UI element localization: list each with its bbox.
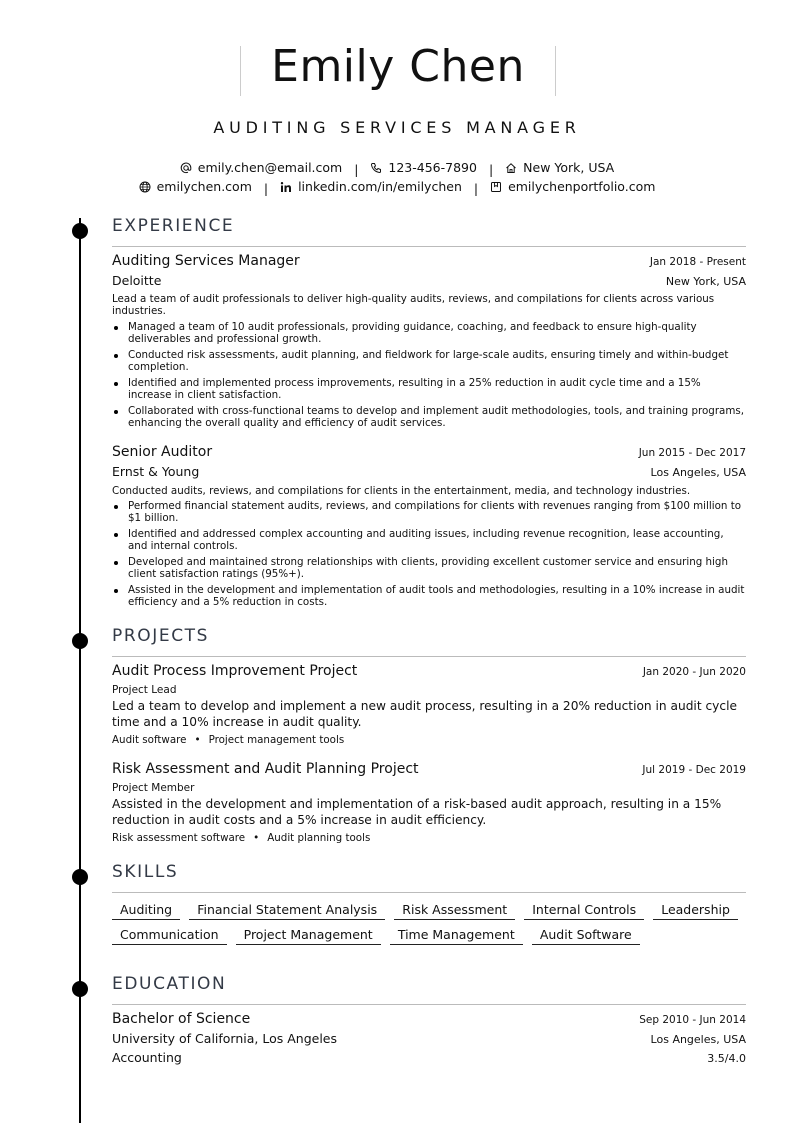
tool-tag: Audit planning tools (267, 832, 371, 844)
job-header (112, 444, 746, 460)
linkedin-text: linkedin.com/in/emilychen (298, 179, 462, 194)
school-location: Los Angeles, USA (650, 1033, 746, 1046)
list-item: Assisted in the development and implementation of audit tools and methodologies, resulting in a 10% increase in audit efficiency and a 5% reduction in costs. (112, 584, 746, 608)
job-dates: Jun 2015 - Dec 2017 (638, 447, 746, 459)
contact-row-2 (0, 179, 794, 196)
home-icon (505, 162, 517, 174)
tool-tag: Risk assessment software (112, 832, 246, 844)
field-of-study: Accounting (112, 1050, 182, 1065)
contact-separator: | (473, 180, 479, 196)
skill-tag: Project Management (236, 927, 381, 945)
linkedin-contact[interactable] (280, 179, 462, 194)
project-header (112, 761, 746, 777)
skill-tag: Time Management (390, 927, 523, 945)
job-location: New York, USA (665, 275, 746, 288)
list-item: Identified and addressed complex accounting and auditing issues, including revenue recognition, lease accounting, and internal controls. (112, 528, 746, 552)
contact-separator: | (354, 161, 359, 177)
skill-tag: Leadership (653, 902, 738, 920)
website-contact[interactable] (139, 179, 252, 194)
skill-tag: Communication (112, 927, 227, 945)
job-dates: Jan 2018 - Present (649, 256, 746, 268)
timeline-dot-skills (72, 869, 88, 885)
education-heading: EDUCATION (112, 974, 227, 994)
job-header (112, 253, 746, 269)
list-item: Managed a team of 10 audit professionals, providing guidance, coaching, and feedback to ensure high-quality deliverables and professional growth. (112, 321, 746, 345)
portfolio-icon (490, 181, 502, 193)
linkedin-icon (280, 181, 292, 193)
job-summary: Lead a team of audit professionals to deliver high-quality audits, reviews, and compilations for clients across various industries. (112, 293, 715, 317)
tool-separator: • (253, 832, 260, 844)
portfolio-text: emilychenportfolio.com (508, 179, 656, 194)
list-item: Collaborated with cross-functional teams to develop and implement audit methodologies, tools, and training programs, enhancing the overall quality and efficiency of audit services. (112, 405, 746, 429)
gpa: 3.5/4.0 (707, 1052, 746, 1065)
project-role: Project Member (112, 782, 195, 794)
candidate-name: Emily Chen (271, 41, 525, 92)
job-bullets (112, 321, 746, 433)
project-dates: Jan 2020 - Jun 2020 (642, 666, 746, 678)
education-field-row (112, 1050, 746, 1065)
tool-tag: Audit software (112, 734, 187, 746)
contact-separator: | (263, 180, 269, 196)
skill-tag: Risk Assessment (394, 902, 515, 920)
contact-row-1 (0, 160, 794, 177)
project-title: Audit Process Improvement Project (112, 663, 358, 679)
experience-heading: EXPERIENCE (112, 216, 235, 236)
project-title: Risk Assessment and Audit Planning Project (112, 761, 419, 777)
location-text: New York, USA (523, 160, 615, 175)
job-company-row (112, 464, 746, 479)
tool-tag: Project management tools (208, 734, 345, 746)
education-header (112, 1011, 746, 1027)
skill-tag: Audit Software (532, 927, 640, 945)
education-dates: Sep 2010 - Jun 2014 (639, 1014, 746, 1026)
company-name: Ernst & Young (112, 464, 200, 479)
job-headline: AUDITING SERVICES MANAGER (213, 118, 581, 137)
job-title: Senior Auditor (112, 444, 213, 460)
skill-tag: Auditing (112, 902, 180, 920)
project-description: Assisted in the development and implementation of a risk-based audit approach, resulting in a 15% reduction in audit costs and a 5% increase in audit efficiency. (112, 797, 722, 827)
skill-tag: Internal Controls (524, 902, 644, 920)
section-divider (112, 1004, 746, 1005)
list-item: Identified and implemented process improvements, resulting in a 25% reduction in audit cycle time and a 15% increase in client satisfaction. (112, 377, 746, 401)
timeline-dot-experience (72, 223, 88, 239)
at-icon (180, 162, 192, 174)
section-divider (112, 656, 746, 657)
degree: Bachelor of Science (112, 1011, 251, 1027)
list-item: Developed and maintained strong relationships with clients, providing excellent customer service and ensuring high client satisfaction ratings (95%+). (112, 556, 746, 580)
project-tools (112, 734, 344, 746)
project-dates: Jul 2019 - Dec 2019 (642, 764, 746, 776)
project-description: Led a team to develop and implement a new audit process, resulting in a 20% reduction in audit cycle time and a 10% increase in audit quality. (112, 699, 737, 729)
portfolio-contact[interactable] (490, 179, 655, 194)
job-company-row (112, 273, 746, 288)
list-item: Performed financial statement audits, reviews, and compilations for clients with revenues ranging from $100 million to $1 billion. (112, 500, 746, 524)
section-divider (112, 246, 746, 247)
website-text: emilychen.com (156, 179, 252, 194)
project-role: Project Lead (112, 684, 177, 696)
job-bullets (112, 500, 746, 612)
timeline-dot-projects (72, 633, 88, 649)
project-header (112, 663, 746, 679)
company-name: Deloitte (112, 273, 162, 288)
timeline-dot-education (72, 981, 88, 997)
skills-heading: SKILLS (112, 862, 179, 882)
job-summary: Conducted audits, reviews, and compilations for clients in the entertainment, media, and technology industries. (112, 485, 691, 497)
education-school-row (112, 1031, 746, 1046)
skills-list (112, 899, 752, 949)
school-name: University of California, Los Angeles (112, 1031, 338, 1046)
list-item: Conducted risk assessments, audit planning, and fieldwork for large-scale audits, ensuring timely and within-budget completion. (112, 349, 746, 373)
job-location: Los Angeles, USA (650, 466, 746, 479)
name-box (240, 41, 556, 96)
tool-separator: • (194, 734, 201, 746)
phone-icon (370, 162, 382, 174)
email-text: emily.chen@email.com (197, 160, 343, 175)
globe-icon (139, 181, 151, 193)
job-title: Auditing Services Manager (112, 253, 300, 269)
section-divider (112, 892, 746, 893)
location-contact (505, 160, 614, 175)
skill-tag: Financial Statement Analysis (189, 902, 385, 920)
project-tools (112, 832, 370, 844)
phone-contact[interactable] (370, 160, 477, 175)
projects-heading: PROJECTS (112, 626, 210, 646)
contact-separator: | (488, 161, 494, 177)
phone-text: 123-456-7890 (388, 160, 477, 175)
email-contact[interactable] (180, 160, 342, 175)
